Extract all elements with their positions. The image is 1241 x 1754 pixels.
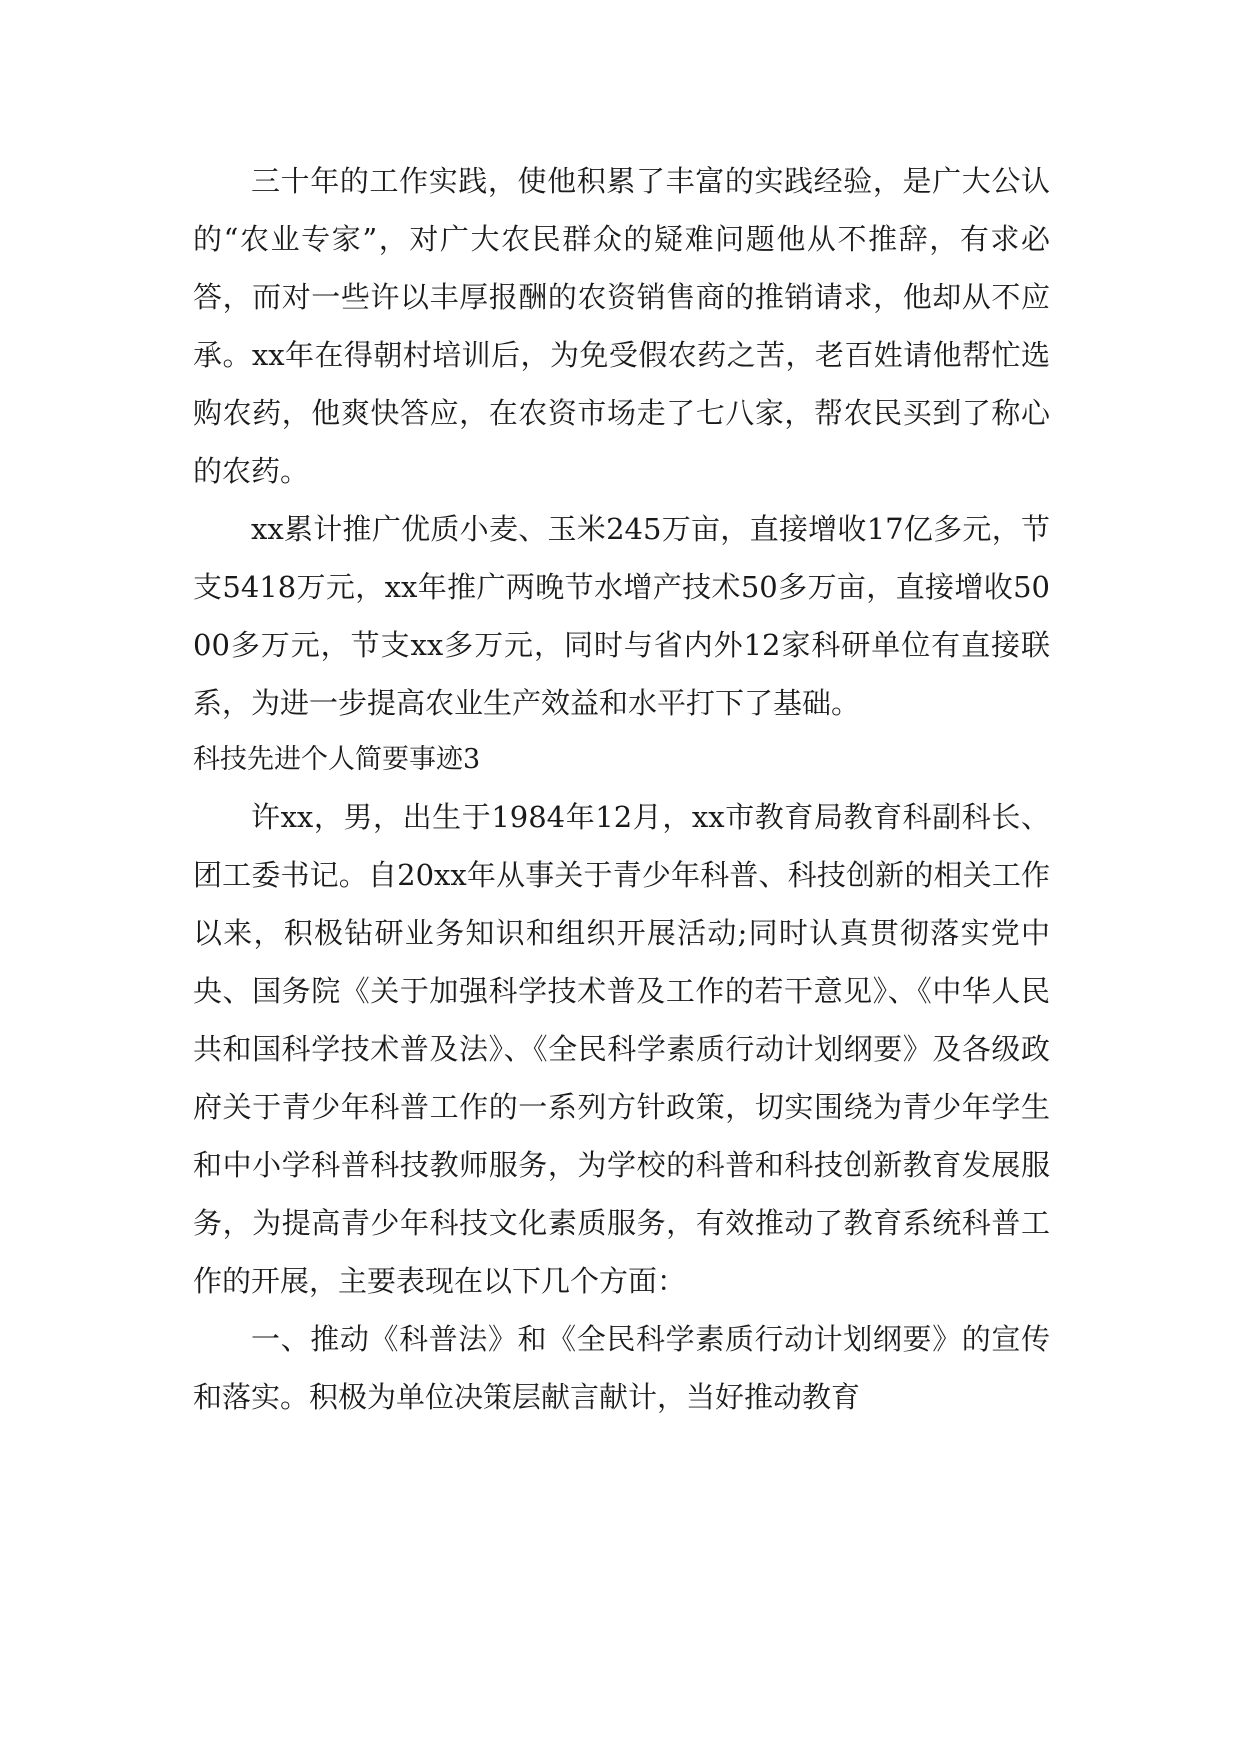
paragraph-point-one: 一、推动《科普法》和《全民科学素质行动计划纲要》的宣传和落实。积极为单位决策层献言献计，当好推动教育	[193, 1322, 1050, 1414]
document-body	[193, 152, 1050, 1426]
paragraph-profile: 许xx，男，出生于1984年12月，xx市教育局教育科副科长、团工委书记。自20xx年从事关于青少年科普、科技创新的相关工作以来，积极钻研业务知识和组织开展活动;同时认真贯彻落实党中央、国务院《关于加强科学技术普及工作的若干意见》、《中华人民共和国科学技术普及法》、《全民科学素质行动计划纲要》及各级政府关于青少年科普工作的一系列方针政策，切实围绕为青少年学生和中小学科普科技教师服务，为学校的科普和科技创新教育发展服务，为提高青少年科技文化素质服务，有效推动了教育系统科普工作的开展，主要表现在以下几个方面：	[193, 800, 1050, 1298]
paragraph-promotion-results: xx累计推广优质小麦、玉米245万亩，直接增收17亿多元，节支5418万元，xx年推广两晚节水增产技术50多万亩，直接增收5000多万元，节支xx多万元，同时与省内外12家科研单位有直接联系，为进一步提高农业生产效益和水平打下了基础。	[193, 512, 1050, 720]
section-heading: 科技先进个人简要事迹3	[193, 744, 481, 775]
paragraph-work-practice: 三十年的工作实践，使他积累了丰富的实践经验，是广大公认的“农业专家”，对广大农民群众的疑难问题他从不推辞，有求必答，而对一些许以丰厚报酬的农资销售商的推销请求，他却从不应承。xx年在得朝村培训后，为免受假农药之苦，老百姓请他帮忙选购农药，他爽快答应，在农资市场走了七八家，帮农民买到了称心的农药。	[193, 164, 1050, 488]
